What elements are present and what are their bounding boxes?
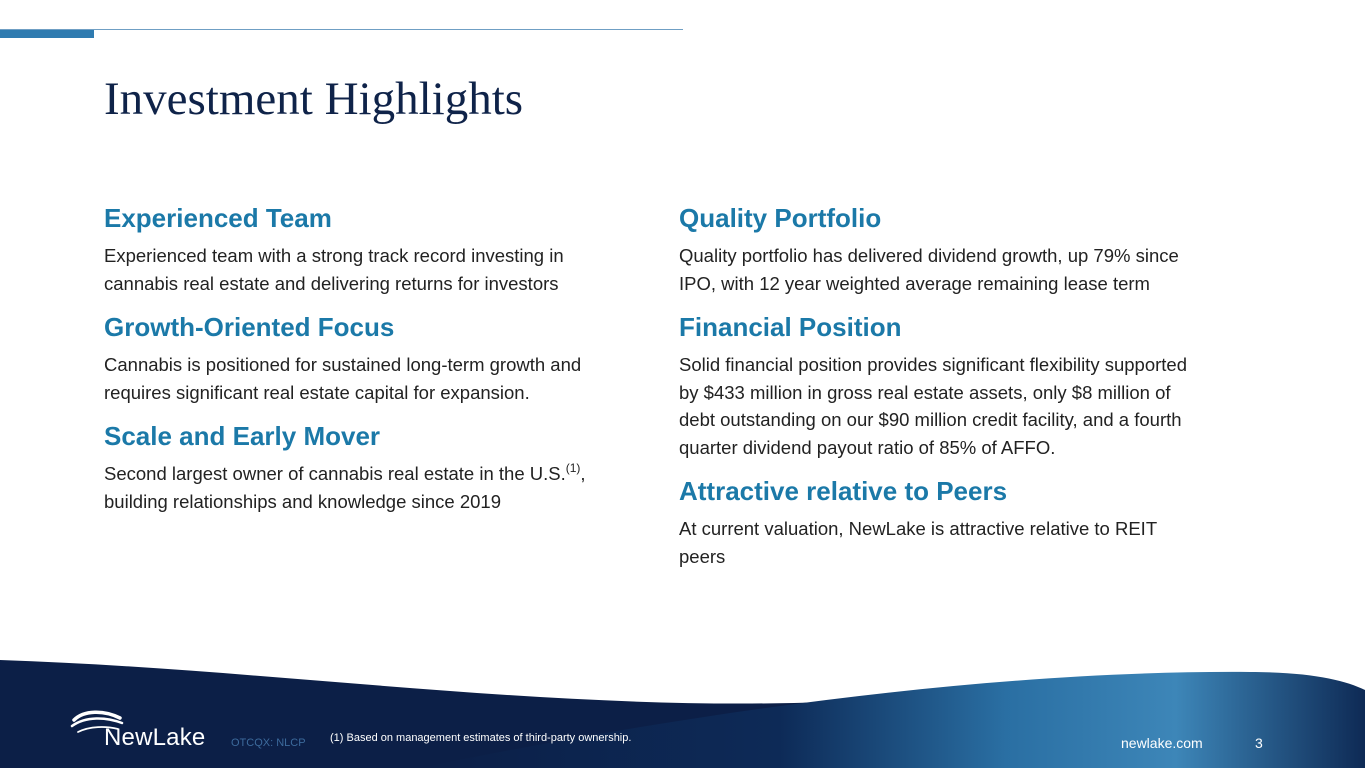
section-experienced-team (104, 200, 594, 297)
section-heading: Scale and Early Mover (104, 421, 381, 451)
section-financial-position (679, 309, 1199, 461)
section-growth-oriented-focus (104, 309, 594, 406)
body-text: Second largest owner of cannabis real estate in the U.S. (104, 463, 566, 484)
section-heading: Experienced Team (104, 203, 332, 233)
section-body: Experienced team with a strong track record investing in cannabis real estate and delivering returns for investors (104, 245, 564, 294)
section-attractive-relative-peers (679, 473, 1199, 570)
logo-wordmark: NewLake (104, 724, 206, 751)
section-scale-early-mover (104, 418, 594, 515)
section-heading: Quality Portfolio (679, 203, 882, 233)
body-text: , building relationships and knowledge since 2019 (104, 463, 586, 512)
section-heading: Financial Position (679, 312, 902, 342)
footnote-marker: (1) (565, 461, 581, 475)
section-body: Quality portfolio has delivered dividend growth, up 79% since IPO, with 12 year weighted average remaining lease term (679, 245, 1179, 294)
footnote: (1) Based on management estimates of third-party ownership. (330, 732, 632, 744)
top-rule (0, 29, 683, 30)
page-title: Investment Highlights (104, 73, 524, 125)
left-column (104, 200, 594, 527)
section-quality-portfolio (679, 200, 1199, 297)
section-body: Solid financial position provides significant flexibility supported by $433 million in gross real estate assets, only $8 million of debt outstanding on our $90 million credit facility, and a fourth quarter dividend payout ratio of 85% of AFFO. (679, 354, 1188, 458)
ticker-symbol: OTCQX: NLCP (231, 737, 306, 749)
top-accent-bar (0, 30, 94, 38)
section-body: Cannabis is positioned for sustained long-term growth and requires significant real estate capital for expansion. (104, 354, 582, 403)
section-heading: Attractive relative to Peers (679, 476, 1008, 506)
section-heading: Growth-Oriented Focus (104, 312, 395, 342)
page-number: 3 (1255, 735, 1263, 751)
section-body (104, 460, 594, 515)
right-column (679, 200, 1199, 582)
section-body: At current valuation, NewLake is attractive relative to REIT peers (679, 518, 1157, 567)
website-link[interactable]: newlake.com (1121, 735, 1203, 751)
